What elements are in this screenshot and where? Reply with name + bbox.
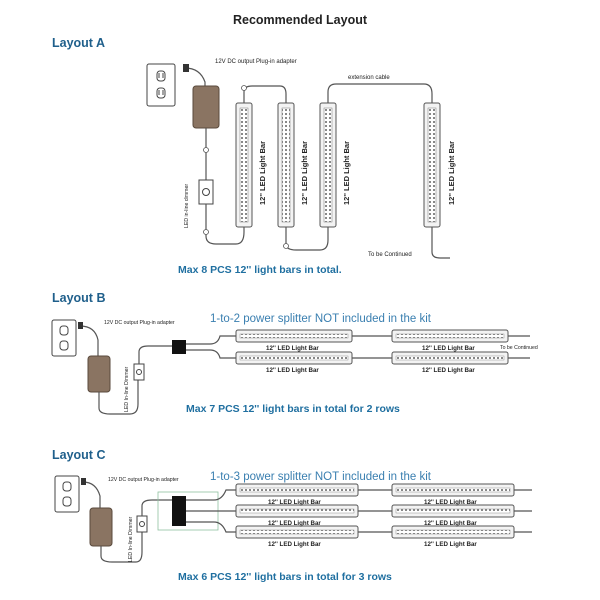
plug-cord [83,482,100,508]
power-adapter-icon [193,86,219,128]
layout-c-dimmer-label: LED In-line Dimmer [128,516,134,562]
bar-label-a2: 12'' LED Light Bar [300,141,309,205]
light-bar-c3 [236,505,358,517]
bar-label-c2: 12'' LED Light Bar [424,499,477,506]
light-bar-c5 [236,526,358,538]
splitter-cable [186,522,236,532]
light-bar-a3 [320,103,336,227]
continued-label-a: To be Continued [368,252,412,258]
wall-outlet-icon [52,320,76,356]
bar-label-a4: 12'' LED Light Bar [447,141,456,205]
continued-label-b: To be Continued [500,345,538,351]
continue-cable [432,227,450,258]
light-bar-a2 [278,103,294,227]
bar-label-c4: 12'' LED Light Bar [424,520,477,527]
plug-icon [78,322,83,329]
light-bar-b4 [392,352,508,364]
layout-a-label: Layout A [52,36,106,50]
light-bar-b3 [236,352,352,364]
light-bar-b2 [392,330,508,342]
light-bar-c2 [392,484,514,496]
splitter-icon [172,340,186,354]
extension-cable-label: extension cable [348,75,390,81]
splitter-icon [172,496,186,526]
wall-outlet-icon [55,476,79,512]
bar-label-c6: 12'' LED Light Bar [424,541,477,548]
bar-label-c5: 12'' LED Light Bar [268,541,321,548]
bar-label-a3: 12'' LED Light Bar [342,141,351,205]
light-bar-a4 [424,103,440,227]
layout-b-adapter-label: 12V DC output Plug-in adapter [104,320,175,326]
layout-a-adapter-label: 12V DC output Plug-in adapter [215,59,297,65]
bar-label-b3: 12'' LED Light Bar [266,367,319,374]
layout-b-total: Max 7 PCS 12'' light bars in total for 2 rows [186,403,400,415]
layout-b-label: Layout B [52,291,106,305]
link-cable [244,86,286,103]
bar-label-b1: 12'' LED Light Bar [266,345,319,352]
layout-a-total: Max 8 PCS 12'' light bars in total. [178,264,342,276]
extension-cable [328,84,432,103]
light-bar-c1 [236,484,358,496]
dimmer-cord [142,500,172,516]
layout-b-dimmer-label: LED In-line Dimmer [124,366,130,412]
power-adapter-icon [90,508,112,546]
light-bar-c6 [392,526,514,538]
bar-label-c1: 12'' LED Light Bar [268,499,321,506]
bar-label-c3: 12'' LED Light Bar [268,520,321,527]
wall-outlet-icon [147,64,175,106]
bar-label-a1: 12'' LED Light Bar [258,141,267,205]
layout-a-dimmer-label: LED in-line dimmer [184,183,190,228]
bar-label-b4: 12'' LED Light Bar [422,367,475,374]
light-bar-a1 [236,103,252,227]
link-cable [286,227,328,250]
layout-b-splitter-note: 1-to-2 power splitter NOT included in the kit [210,313,431,325]
plug-icon [183,64,189,72]
page-title: Recommended Layout [232,13,368,27]
layout-c-label: Layout C [52,448,106,462]
splitter-cable [186,336,236,344]
layout-c-adapter-label: 12V DC output Plug-in adapter [108,477,179,483]
light-bar-b1 [236,330,352,342]
splitter-cable [186,490,236,500]
layout-c-splitter-note: 1-to-3 power splitter NOT included in the kit [210,471,431,483]
dimmer-cord [139,346,172,364]
plug-icon [81,478,86,485]
light-bar-c4 [392,505,514,517]
layout-c-total: Max 6 PCS 12'' light bars in total for 3 rows [178,571,392,583]
bar-label-b2: 12'' LED Light Bar [422,345,475,352]
power-adapter-icon [88,356,110,392]
plug-cord [80,326,98,356]
splitter-cable [186,350,236,358]
